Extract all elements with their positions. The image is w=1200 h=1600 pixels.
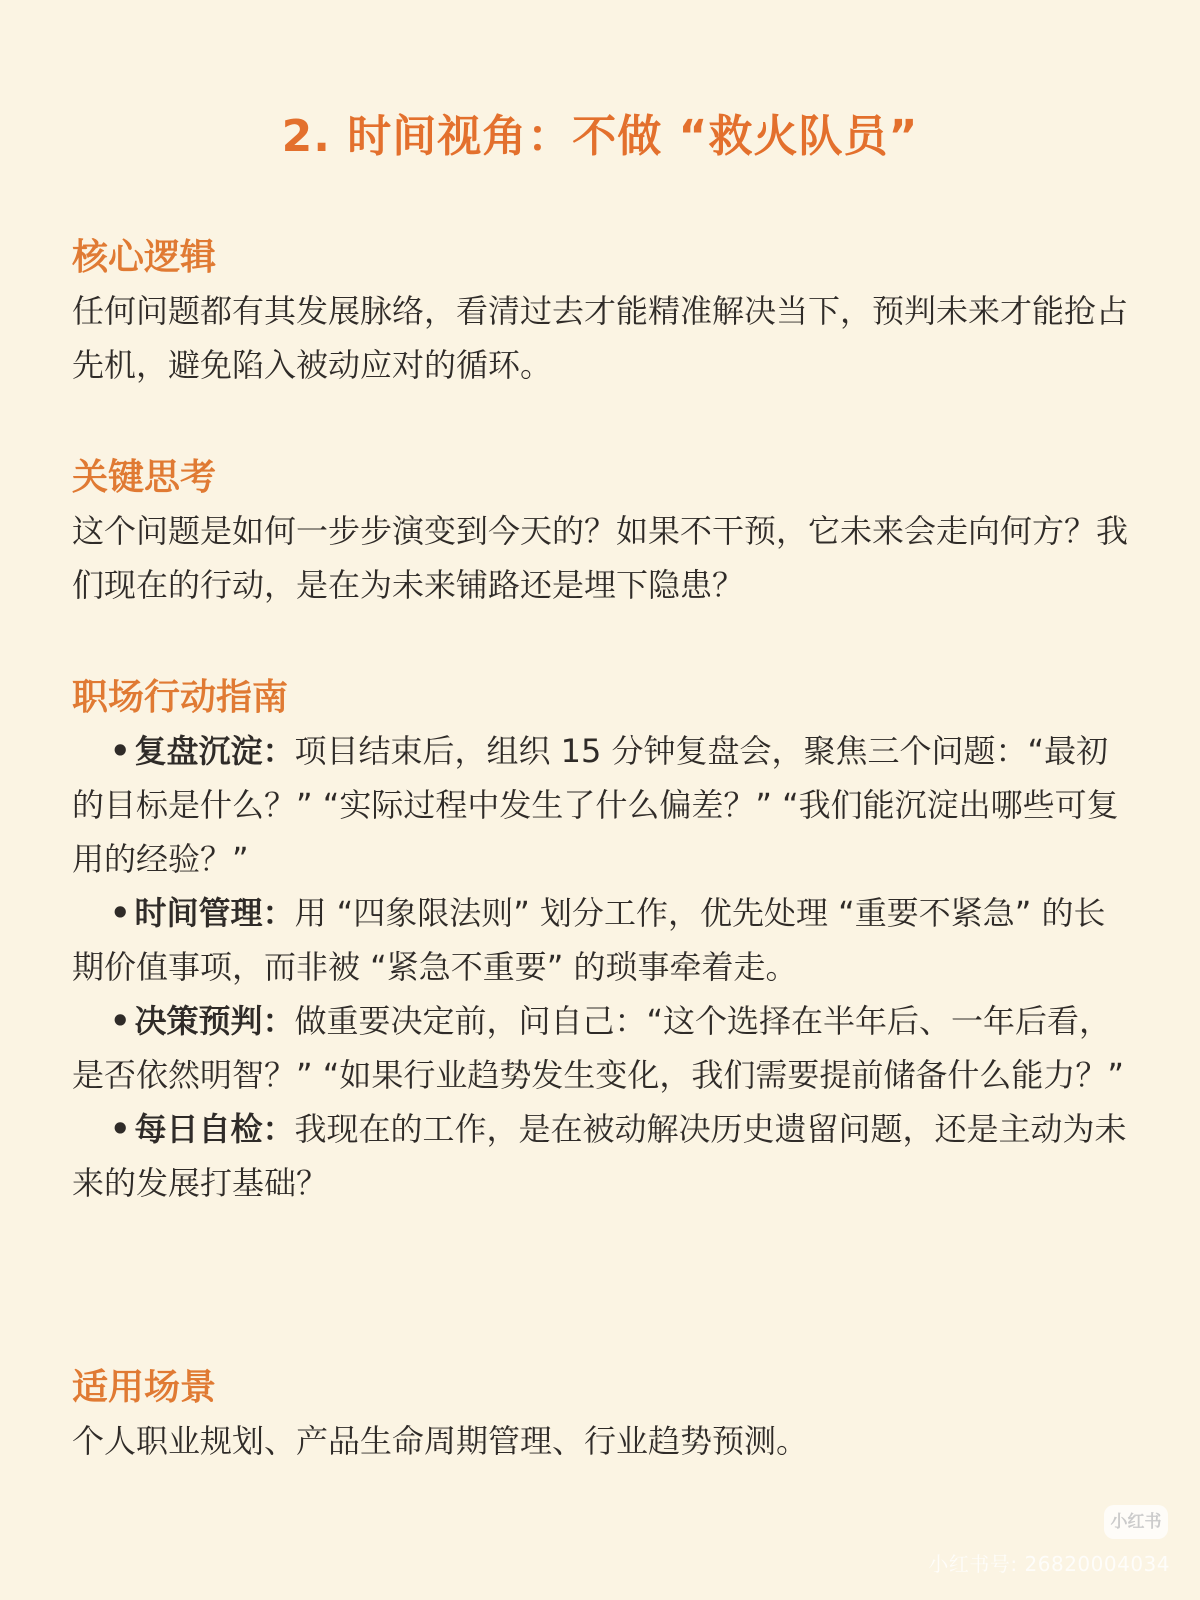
- watermark-id: 小红书号: 26820004034: [928, 1552, 1170, 1576]
- guide-item-label: 每日自检：: [134, 1110, 295, 1148]
- section-text: 任何问题都有其发展脉络，看清过去才能精准解决当下，预判未来才能抢占先机，避免陷入被动应对的循环。: [72, 292, 1129, 384]
- section-text: 这个问题是如何一步步演变到今天的？如果不干预，它未来会走向何方？我们现在的行动，是在为未来铺路还是埋下隐患？: [72, 512, 1129, 604]
- section-text: 个人职业规划、产品生命周期管理、行业趋势预测。: [72, 1422, 809, 1460]
- guide-item-text: 做重要决定前，问自己：“这个选择在半年后、一年后看，是否依然明智？” “如果行业趋势发生变化，我们需要提前储备什么能力？”: [72, 1002, 1124, 1094]
- page-title: 2. 时间视角：不做 “救火队员”: [281, 111, 919, 162]
- watermark-logo: 小红书: [1104, 1505, 1168, 1539]
- guide-item-time-management: [72, 886, 1132, 994]
- section-scenarios: [72, 1362, 1132, 1468]
- guide-item-label: 复盘沉淀：: [134, 732, 295, 770]
- section-key-thinking: [72, 452, 1132, 612]
- section-action-guide: [72, 672, 1132, 1210]
- guide-item-review: [72, 724, 1132, 886]
- section-core-logic: [72, 232, 1132, 392]
- bullet-icon: •: [110, 1002, 131, 1040]
- guide-item-text: 项目结束后，组织 15 分钟复盘会，聚焦三个问题：“最初的目标是什么？” “实际过程中发生了什么偏差？” “我们能沉淀出哪些可复用的经验？”: [72, 732, 1119, 878]
- guide-item-text: 我现在的工作，是在被动解决历史遗留问题，还是主动为未来的发展打基础？: [72, 1110, 1127, 1202]
- section-heading: 适用场景: [72, 1367, 217, 1408]
- guide-item-label: 时间管理：: [134, 894, 295, 932]
- bullet-icon: •: [110, 1110, 131, 1148]
- section-heading: 职场行动指南: [72, 677, 289, 718]
- bullet-icon: •: [110, 732, 131, 770]
- guide-item-daily-check: [72, 1102, 1132, 1210]
- guide-item-label: 决策预判：: [134, 1002, 295, 1040]
- section-heading: 核心逻辑: [72, 237, 217, 278]
- guide-item-decision: [72, 994, 1132, 1102]
- section-heading: 关键思考: [72, 457, 217, 498]
- guide-item-text: 用 “四象限法则” 划分工作，优先处理 “重要不紧急” 的长期价值事项，而非被 “紧急不重要” 的琐事牵着走。: [72, 894, 1106, 986]
- bullet-icon: •: [110, 894, 131, 932]
